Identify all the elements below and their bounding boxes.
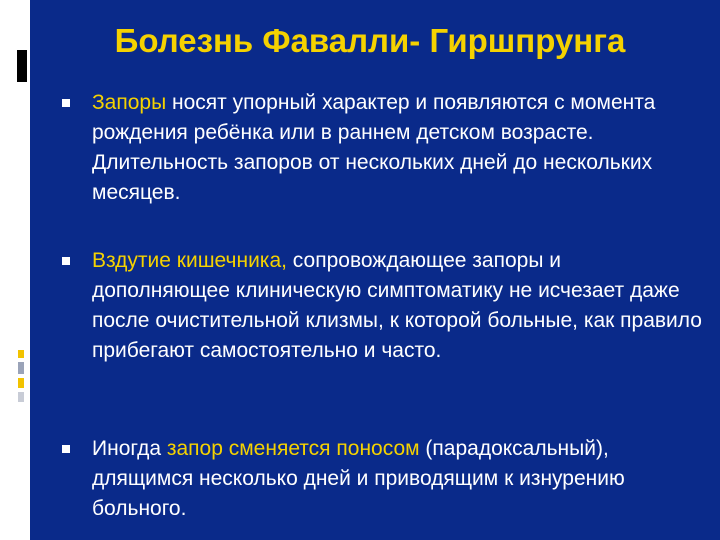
bullet-item	[62, 246, 702, 366]
bullet-item	[62, 434, 702, 524]
bullet-highlight: Вздутие кишечника,	[92, 249, 287, 272]
decorative-bar	[18, 378, 24, 388]
bullet-rest: (парадоксальный), длящимся несколько дней и приводящим к изнурению больного.	[92, 437, 625, 520]
decorative-bar	[17, 50, 27, 82]
bullet-highlight: Запоры	[92, 91, 167, 114]
bullet-text	[92, 246, 702, 366]
bullet-item	[62, 88, 702, 208]
decorative-bar	[18, 350, 24, 358]
decorative-bar	[18, 392, 24, 402]
square-bullet-icon	[62, 99, 70, 107]
bullet-text	[92, 88, 702, 208]
bullet-before: Иногда	[92, 437, 167, 460]
bullet-text	[92, 434, 702, 524]
square-bullet-icon	[62, 445, 70, 453]
decorative-bar	[18, 362, 24, 374]
bullet-highlight: запор сменяется поносом	[166, 437, 420, 460]
slide-title: Болезнь Фавалли- Гиршпрунга	[114, 22, 626, 59]
bullet-rest: сопровождающее запоры и дополняющее клиническую симптоматику не исчезает даже после очистительной клизмы, к которой больные, как правило прибегают самостоятельно и часто.	[92, 249, 702, 362]
bullet-rest: носят упорный характер и появляются с момента рождения ребёнка или в раннем детском возрасте. Длительность запоров от нескольких дней до нескольких месяцев.	[92, 91, 656, 204]
square-bullet-icon	[62, 257, 70, 265]
